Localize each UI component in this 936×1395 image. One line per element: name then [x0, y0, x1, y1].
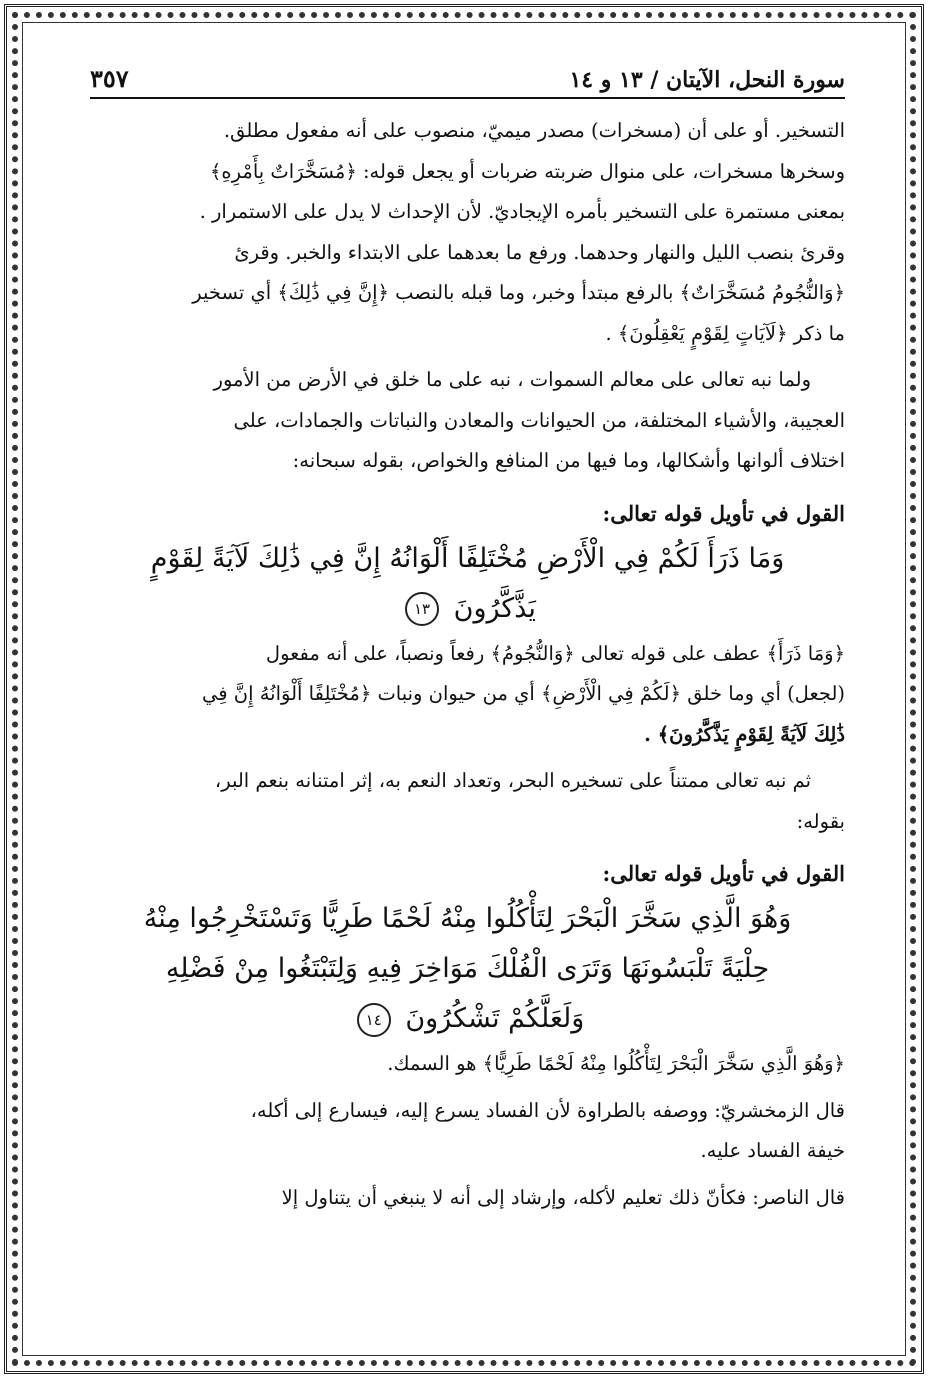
text-line: وقرئ بنصب الليل والنهار وحدهما. ورفع ما بعدهما على الابتداء والخبر. وقرئ: [234, 240, 845, 264]
section-heading: القول في تأويل قوله تعالى:: [602, 500, 845, 526]
text-line: (لجعل) أي وما خلق ﴿لَكُمْ فِي الْأَرْضِ﴾ أي من حيوان ونبات ﴿مُخْتَلِفًا أَلْوَانُهُ إِنَّ فِي: [202, 682, 845, 705]
text-line: ولما نبه تعالى على معالم السموات ، نبه على ما خلق في الأرض من الأمور: [213, 368, 811, 391]
section-heading: القول في تأويل قوله تعالى:: [602, 861, 845, 886]
verse-text: وَلَعَلَّكُمْ تَشْكُرُونَ: [405, 1003, 585, 1034]
text-line: قال الناصر: فكأنّ ذلك تعليم لأكله، وإرشاد إلى أنه لا ينبغي أن يتناول إلا: [281, 1185, 845, 1209]
text-line: ذَٰلِكَ لَآيَةً لِقَوْمٍ يَذَّكَّرُونَ﴾ .: [644, 722, 845, 746]
chapter-title: سورة النحل، الآيتان / ١٣ و ١٤: [569, 67, 845, 93]
text-line: وسخرها مسخرات، على منوال ضربته ضربات أو يجعل قوله: ﴿مُسَخَّرَاتٌ بِأَمْرِهِ﴾: [209, 159, 845, 183]
text-line: ﴿وَهُوَ الَّذِي سَخَّرَ الْبَحْرَ لِتَأْكُلُوا مِنْهُ لَحْمًا طَرِيًّا﴾ هو السمك.: [387, 1052, 845, 1075]
text-line: بمعنى مستمرة على التسخير بأمره الإيجاديّ. لأن الإحداث لا يدل على الاستمرار .: [199, 200, 845, 223]
verse-text: يَذَّكَّرُونَ: [453, 592, 536, 624]
text-line: العجيبة، والأشياء المختلفة، من الحيوانات والمعادن والنباتات والجمادات، على: [233, 408, 845, 432]
text-line: التسخير. أو على أن (مسخرات) مصدر ميميّ، منصوب على أنه مفعول مطلق.: [223, 119, 845, 142]
text-line: اختلاف ألوانها وأشكالها، وما فيها من المنافع والخواص، بقوله سبحانه:: [292, 449, 845, 472]
text-line: بقوله:: [796, 809, 845, 833]
paragraph-4: [90, 761, 845, 842]
paragraph-2: [90, 360, 845, 482]
verse-line: وَهُوَ الَّذِي سَخَّرَ الْبَحْرَ لِتَأْكُلُوا مِنْهُ لَحْمًا طَرِيًّا وَتَسْتَخْرِجُوا مِنْهُ: [143, 903, 792, 934]
verse-line: وَمَا ذَرَأَ لَكُمْ فِي الْأَرْضِ مُخْتَلِفًا أَلْوَانُهُ إِنَّ فِي ذَٰلِكَ لَآيَةً لِقَوْمٍ: [150, 542, 785, 574]
text-line: ما ذكر ﴿لَآيَاتٍ لِقَوْمٍ يَعْقِلُونَ﴾ .: [605, 321, 845, 345]
verse-number-badge: ١٣: [405, 592, 439, 626]
page-number: ٣٥٧: [90, 64, 129, 93]
quran-verse-14: [90, 894, 845, 1044]
quran-verse-13: [90, 534, 845, 634]
paragraph-6: [90, 1091, 845, 1172]
page-header: [90, 55, 845, 99]
text-line: خيفة الفساد عليه.: [700, 1139, 845, 1162]
text-line: ﴿وَالنُّجُومُ مُسَخَّرَاتٌ﴾ بالرفع مبتدأ وخبر، وما قبله بالنصب ﴿إِنَّ فِي ذَٰلِكَ﴾ أي تسخير: [192, 281, 845, 304]
text-line: ثم نبه تعالى ممتناً على تسخيره البحر، وتعداد النعم به، إثر امتنانه بنعم البر،: [214, 769, 811, 792]
verse-line-end: [90, 584, 845, 634]
paragraph-1: [90, 111, 845, 354]
book-page: [90, 55, 845, 1355]
paragraph-7: [90, 1178, 845, 1219]
text-line: قال الزمخشريّ: ووصفه بالطراوة لأن الفساد يسرع إليه، فيسارع إلى أكله،: [250, 1098, 845, 1122]
verse-line: حِلْيَةً تَلْبَسُونَهَا وَتَرَى الْفُلْكَ مَوَاخِرَ فِيهِ وَلِتَبْتَغُوا مِنْ فَضْلِهِ: [165, 953, 770, 984]
paragraph-3: [90, 634, 845, 756]
verse-line-end: [90, 994, 845, 1044]
paragraph-5: [90, 1044, 845, 1085]
text-line: ﴿وَمَا ذَرَأَ﴾ عطف على قوله تعالى ﴿وَالنُّجُومُ﴾ رفعاً ونصباً، على أنه مفعول: [265, 641, 845, 665]
verse-number-badge: ١٤: [357, 1003, 391, 1037]
